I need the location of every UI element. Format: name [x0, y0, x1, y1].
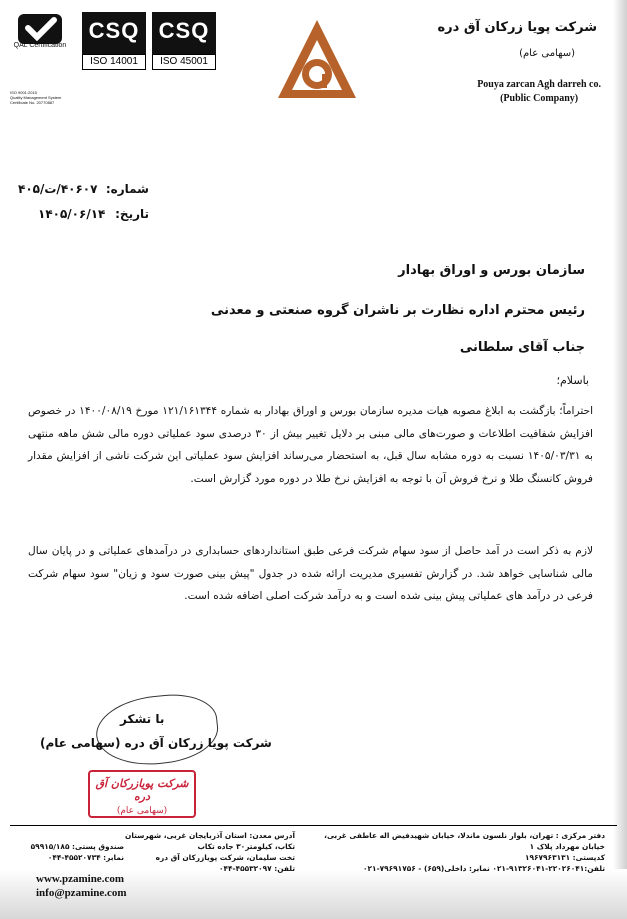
cert-iso: ISO 14001: [82, 54, 146, 70]
footer-divider: [10, 825, 617, 826]
qal-certification-logo: [8, 12, 72, 105]
website-link[interactable]: www.pzamine.com: [36, 873, 124, 885]
footer-line: تخت سلیمان، شرکت پویازرکان آق دره: [155, 853, 295, 862]
date-label: تاریخ:: [115, 207, 149, 221]
email-link[interactable]: info@pzamine.com: [36, 887, 127, 899]
footer-line: صندوق پستی: ۵۹۹۱۵/۱۸۵: [30, 842, 124, 851]
company-name-fa: شرکت پویا زرکان آق دره: [437, 20, 597, 35]
cert-label: CSQ: [158, 18, 210, 43]
company-signature-line: شرکت پویا زرکان آق دره (سهامی عام): [40, 736, 272, 750]
thanks-text: با تشکر: [120, 712, 165, 726]
footer-line: آدرس معدن: استان آذربایجان غربی، شهرستان تکاب، کیلومتر۳۰ جاده تکاب: [125, 831, 295, 851]
qal-line: ISO 9001:2015: [10, 90, 37, 95]
body-paragraph: لازم به ذکر است در آمد حاصل از سود سهام شرکت فرعی طبق استانداردهای حسابداری در درآمدهای عملیاتی و در پایان سال مالی شناسایی خواهد شد. در گزارش تفسیری مدیریت ارائه شده در جدول "پیش بینی صورت سود و زیان" سود سهام شرکت فرعی در درآمد های عملیاتی پیش بینی شده است و به درآمد شرکت اصلی اضافه شده است.: [28, 545, 593, 602]
body-paragraph: احتراماً؛ بازگشت به ابلاغ مصوبه هیات مدیره سازمان بورس و اوراق بهادار به شماره ۱۲۱/۱۶۱۳۴۴ مورخ ۱۴۰۰/۰۸/۱۹ در خصوص افزایش شفافیت اطلاعات و صورت‌های مالی مبنی بر دلایل تغییر بیش از ۳۰ درصدی سود عملیاتی دوره مالی شش ماهه منتهی به ۱۴۰۵/۰۳/۳۱ نسبت به دوره مشابه سال قبل، به استحضار می‌رساند افزایش سود عملیاتی این شرکت ناشی از افزایش مقدار فروش کانسنگ طلا و نرخ فروش آن با توجه به افزایش نرخ طلا در دوره مورد گزارش است.: [28, 405, 594, 485]
footer-mine-contact: [14, 841, 124, 863]
stamp-line-2: (سهامی عام): [116, 806, 168, 816]
cert-iso: ISO 45001: [152, 54, 216, 70]
company-stamp: [88, 770, 196, 818]
qal-line: Certificate No. 20770887: [10, 100, 55, 105]
csq-cert-45001: [152, 12, 216, 70]
footer-line: تلفن: ۴۵۵۳۲۰۹۷-۰۴۴: [218, 864, 295, 873]
footer-web: [36, 872, 127, 900]
footer-hq-address: [305, 830, 605, 874]
footer-mine-address: [125, 830, 295, 874]
footer-line: کدپستی: ۱۹۶۷۹۶۳۱۳۱: [525, 853, 605, 862]
greeting: باسلام؛: [556, 374, 589, 387]
cert-label: CSQ: [88, 18, 140, 43]
checkmark-icon: [8, 12, 72, 46]
stamp-line-1: شرکت پویازرکان آق دره: [95, 777, 189, 803]
qal-title: QAL Certification: [13, 42, 67, 49]
company-name-en: [477, 78, 601, 106]
footer-line: نمابر: ۴۵۵۲۰۷۳۴-۰۴۴: [47, 853, 124, 862]
addressee-line-1: سازمان بورس و اوراق بهادار: [398, 263, 585, 278]
company-type-en: (Public Company): [500, 93, 579, 104]
number-value: ۴۰۶۰۷/ت/۴۰۵: [18, 182, 98, 196]
qal-small-text: [10, 90, 74, 105]
signature-mark: [93, 690, 221, 770]
csq-cert-14001: [82, 12, 146, 70]
scan-shadow-right: [613, 0, 627, 919]
company-type-fa: (سهامی عام): [519, 48, 575, 59]
addressee-line-3: جناب آقای سلطانی: [459, 340, 585, 355]
number-label: شماره:: [105, 182, 149, 196]
date-value: ۱۴۰۵/۰۶/۱۴: [38, 207, 106, 221]
footer-line: تلفن:۲۲۰۲۶۰۴۱-۹۱۳۲۶۰۴۱-۰۲۱ نمابر: داخلی(۶۵۹) - ۷۹۶۹۱۷۵۶-۰۲۱: [363, 864, 605, 873]
company-logo: [276, 18, 358, 100]
company-name-en-line: Pouya zarcan Agh darreh co.: [477, 79, 601, 90]
qal-line: Quality Management System: [10, 95, 62, 100]
addressee-line-2: رئیس محترم اداره نظارت بر ناشران گروه صنعتی و معدنی: [210, 303, 585, 318]
footer-line: دفتر مرکزی : تهران، بلوار نلسون ماندلا، خیابان شهیدفیض اله عاطفی غربی، خیابان مهرداد پلاک ۱: [324, 831, 605, 851]
